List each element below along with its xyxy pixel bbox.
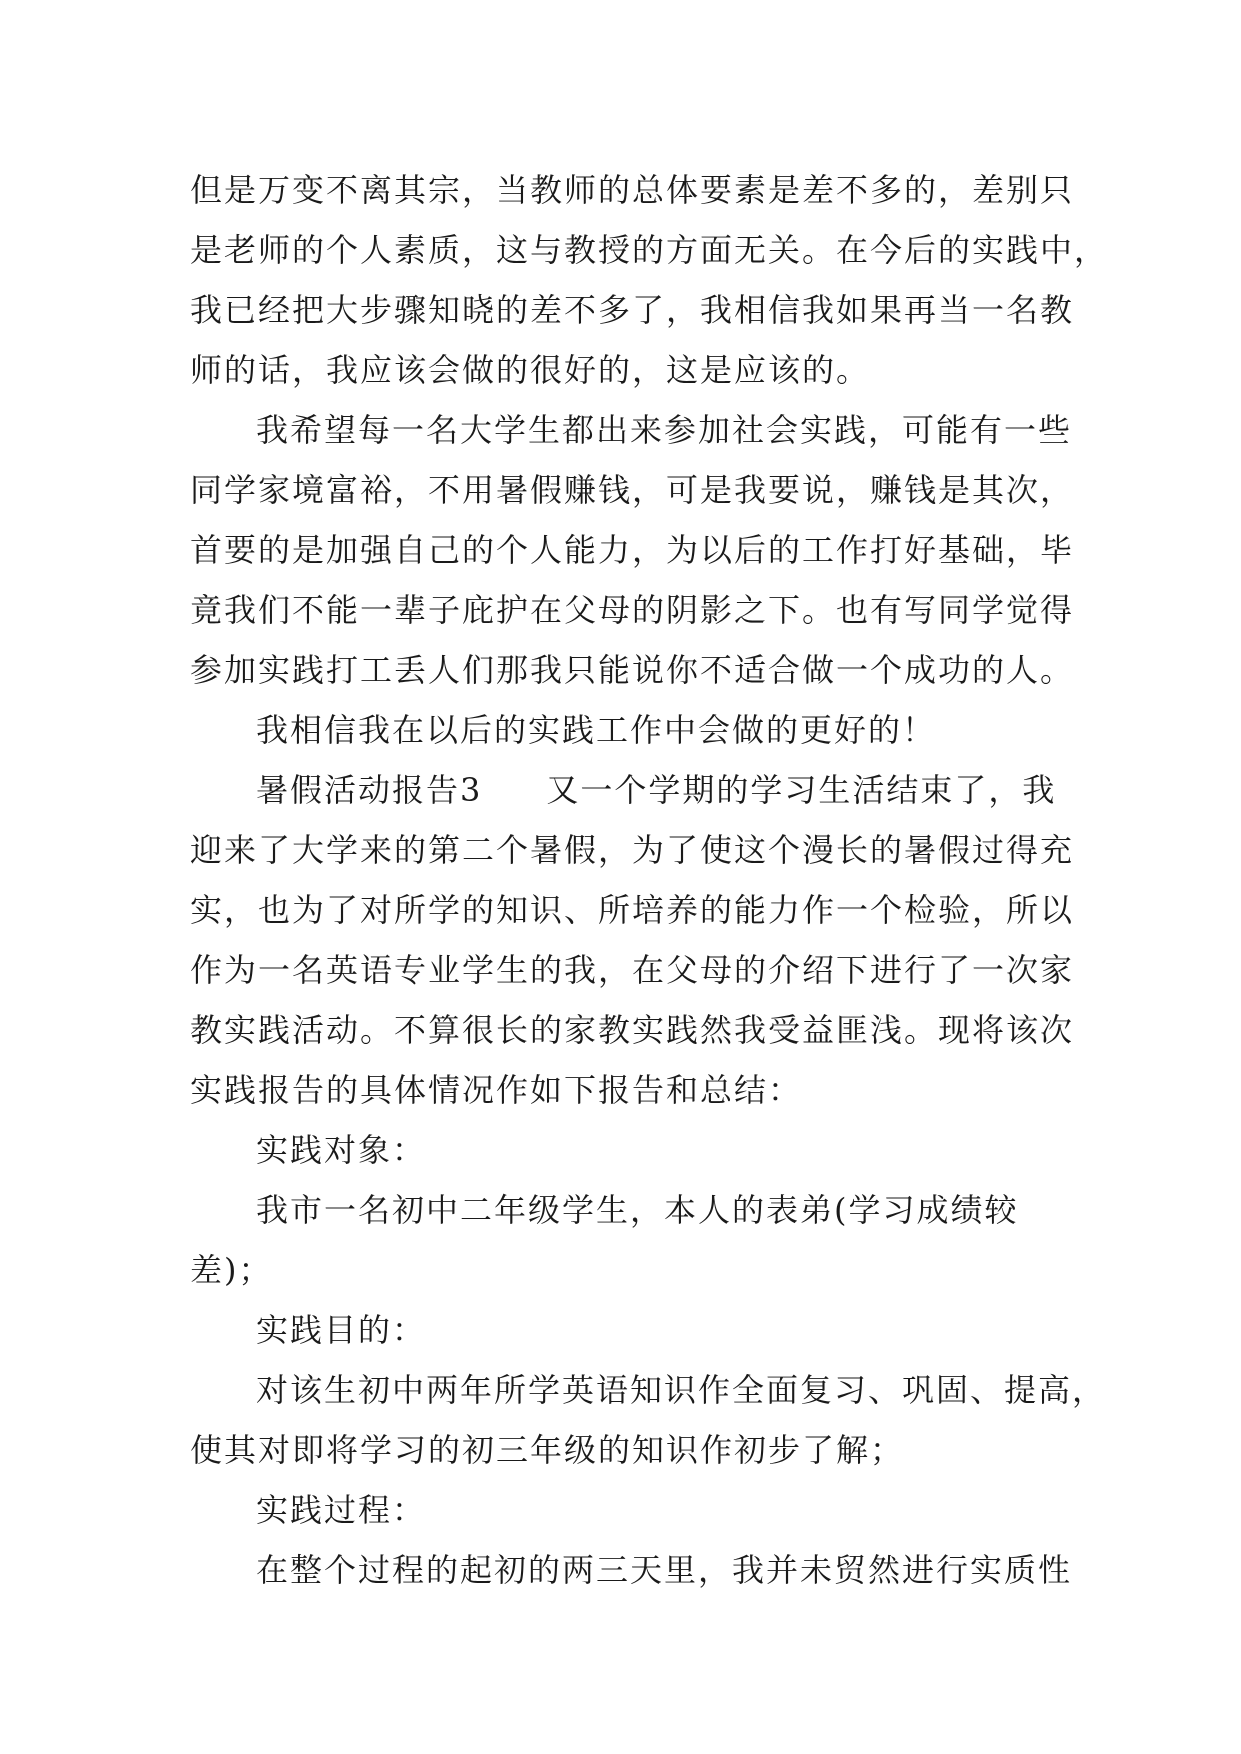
text-line: 同学家境富裕，不用暑假赚钱，可是我要说，赚钱是其次， [190, 471, 1075, 509]
text-line: 我已经把大步骤知晓的差不多了，我相信我如果再当一名教 [190, 291, 1075, 329]
text-line: 师的话，我应该会做的很好的，这是应该的。 [190, 351, 871, 389]
text-line: 首要的是加强自己的个人能力，为以后的工作打好基础，毕 [190, 531, 1075, 569]
report-heading-line [256, 760, 1056, 820]
text-line: 竟我们不能一辈子庇护在父母的阴影之下。也有写同学觉得 [190, 591, 1075, 629]
section-label: 实践过程： [256, 1491, 427, 1529]
section-label: 实践对象： [256, 1131, 427, 1169]
text-line: 我相信我在以后的实践工作中会做的更好的！ [256, 711, 937, 749]
text-line: 教实践活动。不算很长的家教实践然我受益匪浅。现将该次 [190, 1011, 1075, 1049]
text-line: 差)； [190, 1251, 273, 1289]
section-label: 实践目的： [256, 1311, 427, 1349]
text-line: 我市一名初中二年级学生，本人的表弟(学习成绩较 [256, 1191, 1019, 1229]
text-line: 实，也为了对所学的知识、所培养的能力作一个检验，所以 [190, 891, 1075, 929]
text-line: 我希望每一名大学生都出来参加社会实践，可能有一些 [256, 411, 1073, 449]
text-line: 在整个过程的起初的两三天里，我并未贸然进行实质性 [256, 1551, 1073, 1589]
text-line: 实践报告的具体情况作如下报告和总结： [190, 1071, 803, 1109]
text-line: 但是万变不离其宗，当教师的总体要素是差不多的，差别只 [190, 171, 1075, 209]
text-line: 对该生初中两年所学英语知识作全面复习、巩固、提高， [256, 1371, 1107, 1409]
text-line: 使其对即将学习的初三年级的知识作初步了解； [190, 1431, 905, 1469]
text-line: 参加实践打工丢人们那我只能说你不适合做一个成功的人。 [190, 651, 1075, 689]
report-heading: 暑假活动报告3 [256, 771, 483, 809]
text-line: 是老师的个人素质，这与教授的方面无关。在今后的实践中， [190, 231, 1109, 269]
text-line: 迎来了大学来的第二个暑假，为了使这个漫长的暑假过得充 [190, 831, 1075, 869]
text-line: 又一个学期的学习生活结束了，我 [546, 771, 1057, 809]
text-line: 作为一名英语专业学生的我，在父母的介绍下进行了一次家 [190, 951, 1075, 989]
